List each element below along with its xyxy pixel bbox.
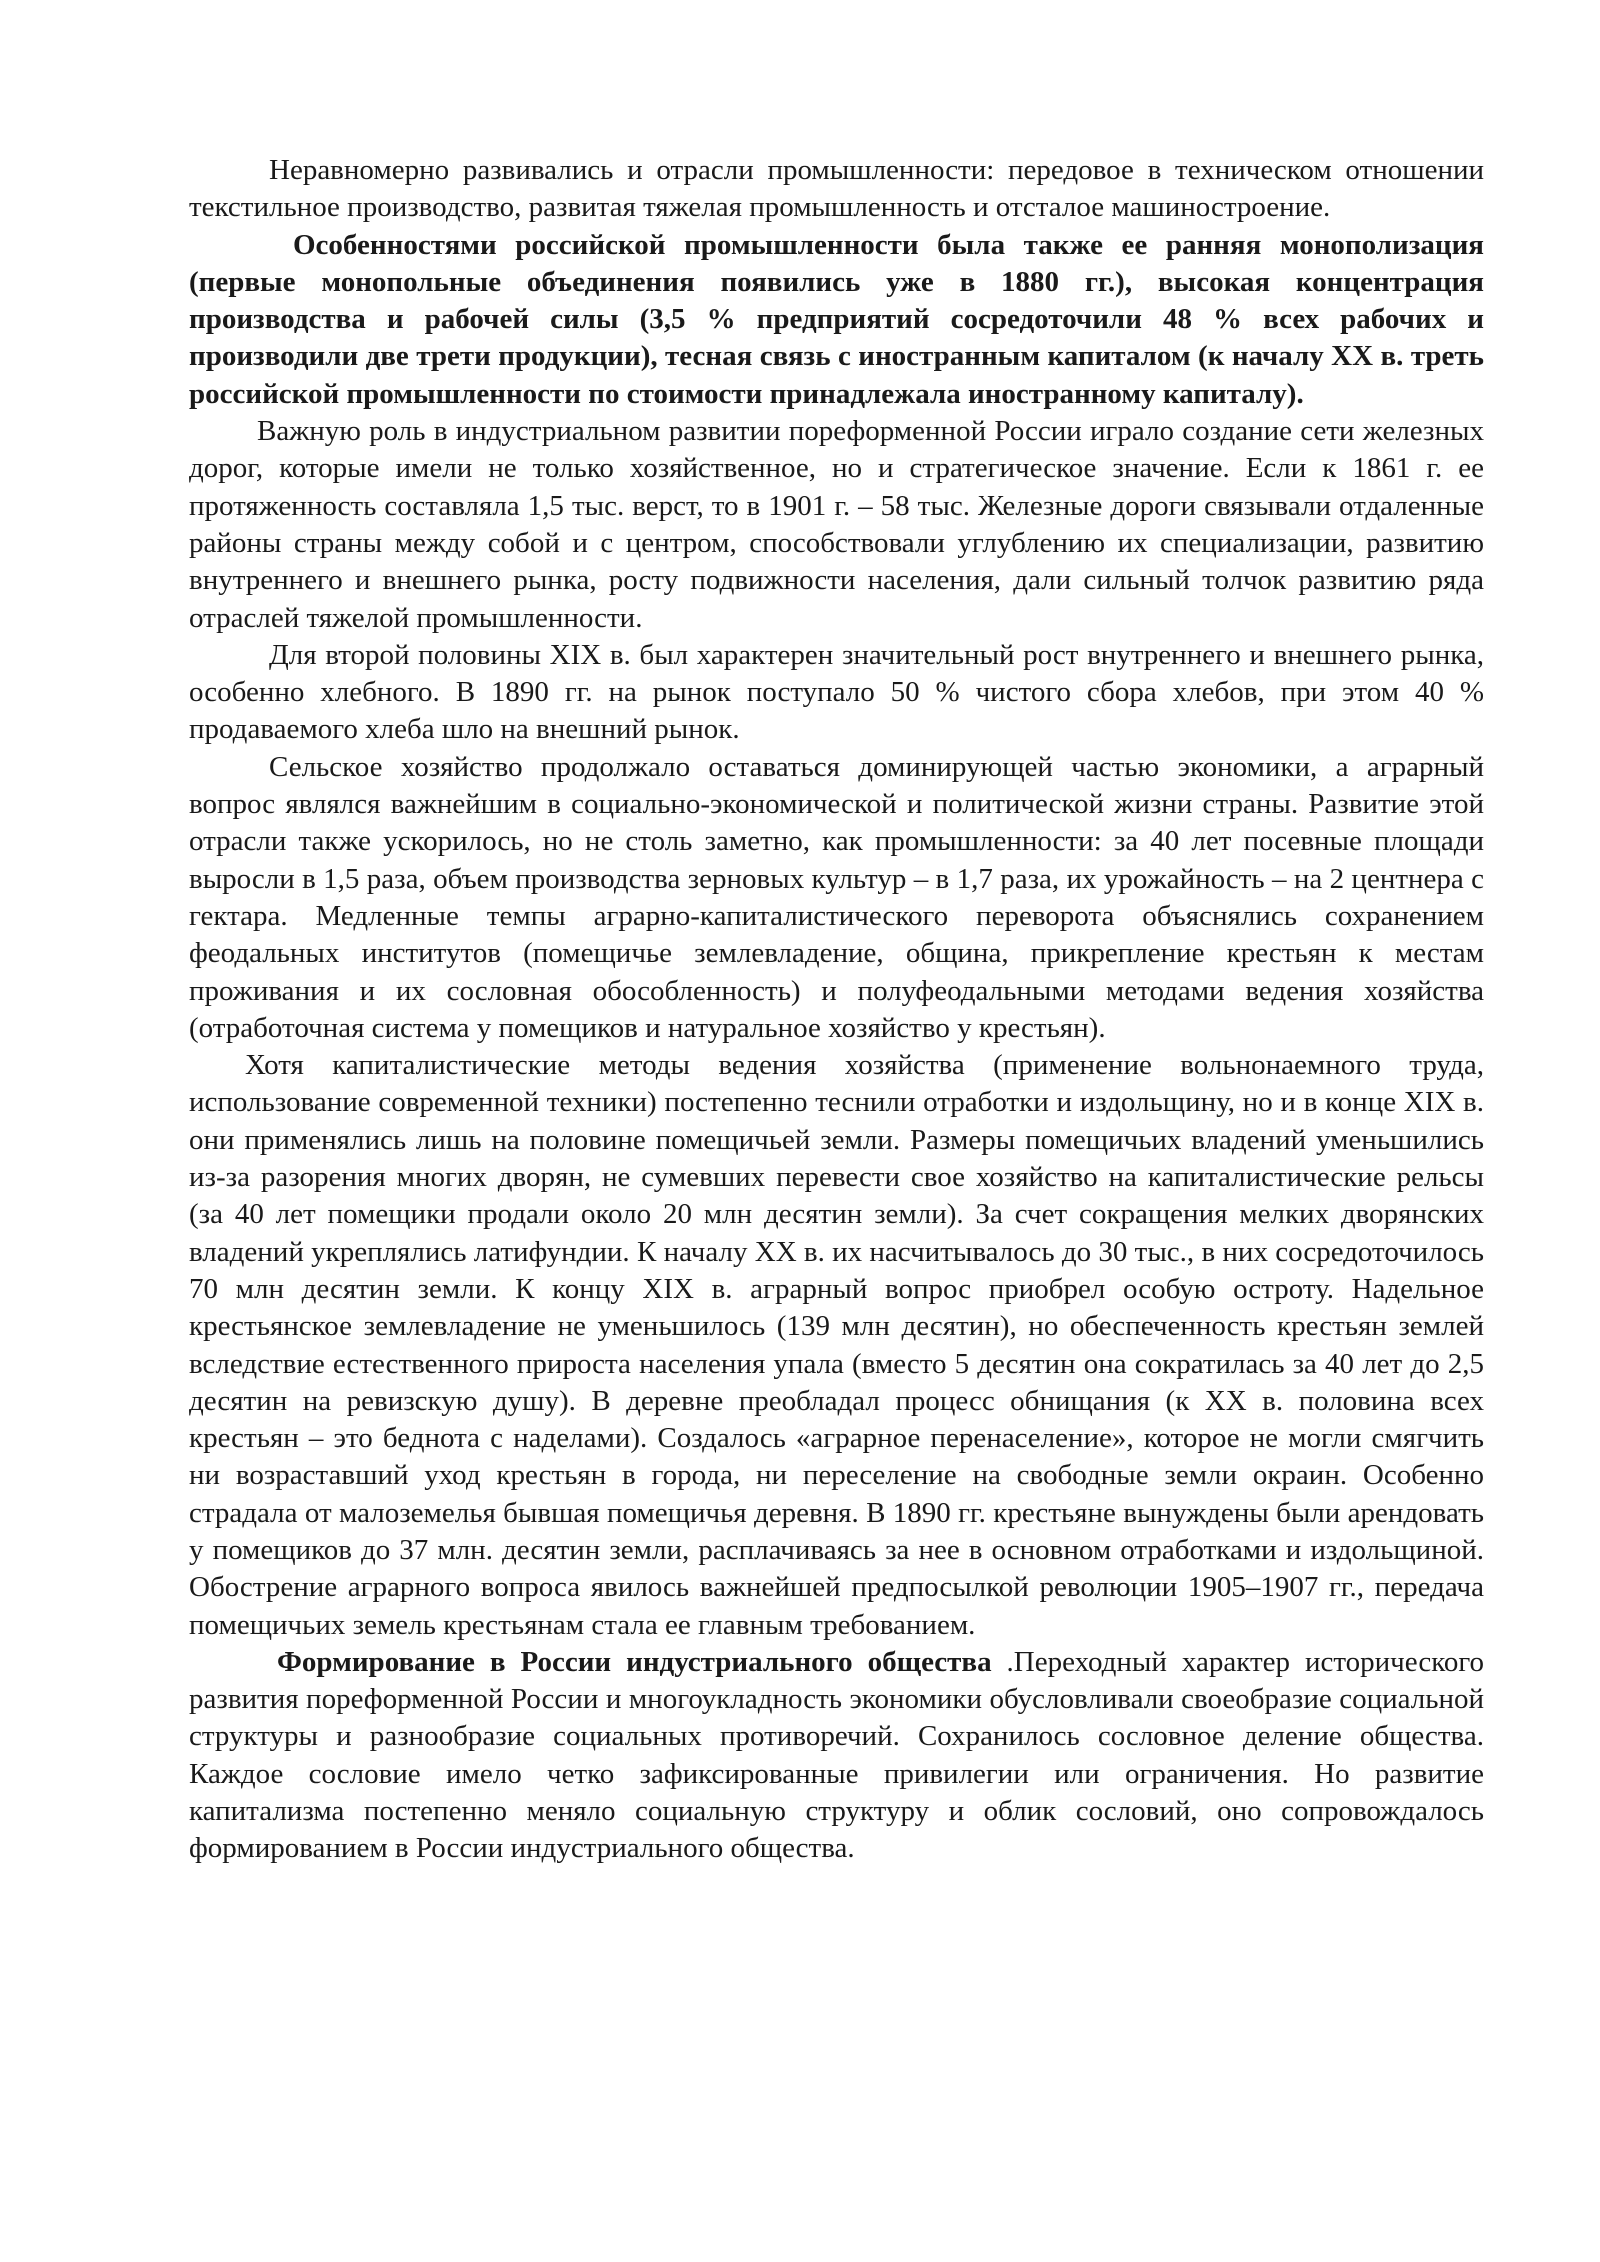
paragraph-monopolization: Особенностями российской промышленности была также ее ранняя монополизация (первые монопольные объединения появились уже в 1880 гг.), высокая концентрация производства и рабочей силы (3,5 % предприятий сосредоточили 48 % всех рабочих и производили две трети продукции), тесная связь с иностранным капиталом (к началу XX в. треть российской промышленности по стоимости принадлежала иностранному капиталу). bbox=[189, 228, 1484, 410]
paragraph-industrial-society-text: .Переходный характер исторического развития пореформенной России и многоукладность экономики обусловливали своеобразие социальной структуры и разнообразие социальных противоречий. Сохранилось сословное деление общества. Каждое сословие имело четко зафиксированные привилегии или ограничения. Но развитие капитализма постепенно меняло социальную структуру и облик сословий, оно сопровождалось формированием в России индустриального общества. bbox=[189, 1645, 1484, 1865]
paragraph-industrial-society bbox=[189, 1644, 1484, 1868]
paragraph-industry-unevenness: Неравномерно развивались и отрасли промышленности: передовое в техническом отношении текстильное производство, развитая тяжелая промышленность и отсталое машиностроение. bbox=[189, 154, 1484, 224]
paragraph-market-growth: Для второй половины XIX в. был характерен значительный рост внутреннего и внешнего рынка, особенно хлебного. В 1890 гг. на рынок поступало 50 % чистого сбора хлебов, при этом 40 % продаваемого хлеба шло на внешний рынок. bbox=[189, 638, 1484, 746]
paragraph-railways: Важную роль в индустриальном развитии пореформенной России играло создание сети железных дорог, которые имели не только хозяйственное, но и стратегическое значение. Если к 1861 г. ее протяженность составляла 1,5 тыс. верст, то в 1901 г. – 58 тыс. Железные дороги связывали отдаленные районы страны между собой и с центром, способствовали углублению их специализации, развитию внутреннего и внешнего рынка, росту подвижности населения, дали сильный толчок развитию ряда отраслей тяжелой промышленности. bbox=[189, 415, 1484, 634]
paragraph-capitalist-methods: Хотя капиталистические методы ведения хозяйства (применение вольнонаемного труда, использование современной техники) постепенно теснили отработки и издольщину, но и в конце XIX в. они применялись лишь на половине помещичьей земли. Размеры помещичьих владений уменьшились из-за разорения многих дворян, не сумевших перевести свое хозяйство на капиталистические рельсы (за 40 лет помещики продали около 20 млн десятин земли). За счет сокращения мелких дворянских владений укреплялись латифундии. К началу XX в. их насчитывалось до 30 тыс., в них сосредоточилось 70 млн десятин земли. К концу XIX в. аграрный вопрос приобрел особую остроту. Надельное крестьянское землевладение не уменьшилось (139 млн десятин), но обеспеченность крестьян землей вследствие естественного прироста населения упала (вместо 5 десятин она сократилась за 40 лет до 2,5 десятин на ревизскую душу). В деревне преобладал процесс обнищания (к XX в. половина всех крестьян – это беднота с наделами). Создалось «аграрное перенаселение», которое не могли смягчить ни возраставший уход крестьян в города, ни переселение на свободные земли окраин. Особенно страдала от малоземелья бывшая помещичья деревня. В 1890 гг. крестьяне вынуждены были арендовать у помещиков до 37 млн. десятин земли, расплачиваясь за нее в основном отработками и издольщиной. Обострение аграрного вопроса явилось важнейшей предпосылкой революции 1905–1907 гг., передача помещичьих земель крестьянам стала ее главным требованием. bbox=[189, 1049, 1484, 1641]
section-heading: Формирование в России индустриального общества bbox=[277, 1645, 992, 1678]
document-page bbox=[189, 152, 1484, 1868]
paragraph-agriculture: Сельское хозяйство продолжало оставаться доминирующей частью экономики, а аграрный вопрос являлся важнейшим в социально-экономической и политической жизни страны. Развитие этой отрасли также ускорилось, но не столь заметно, как промышленности: за 40 лет посевные площади выросли в 1,5 раза, объем производства зерновых культур – в 1,7 раза, их урожайность – на 2 центнера с гектара. Медленные темпы аграрно-капиталистического переворота объяснялись сохранением феодальных институтов (помещичье землевладение, община, прикрепление крестьян к местам проживания и их сословная обособленность) и полуфеодальными методами ведения хозяйства (отработочная система у помещиков и натуральное хозяйство у крестьян). bbox=[189, 750, 1484, 1044]
